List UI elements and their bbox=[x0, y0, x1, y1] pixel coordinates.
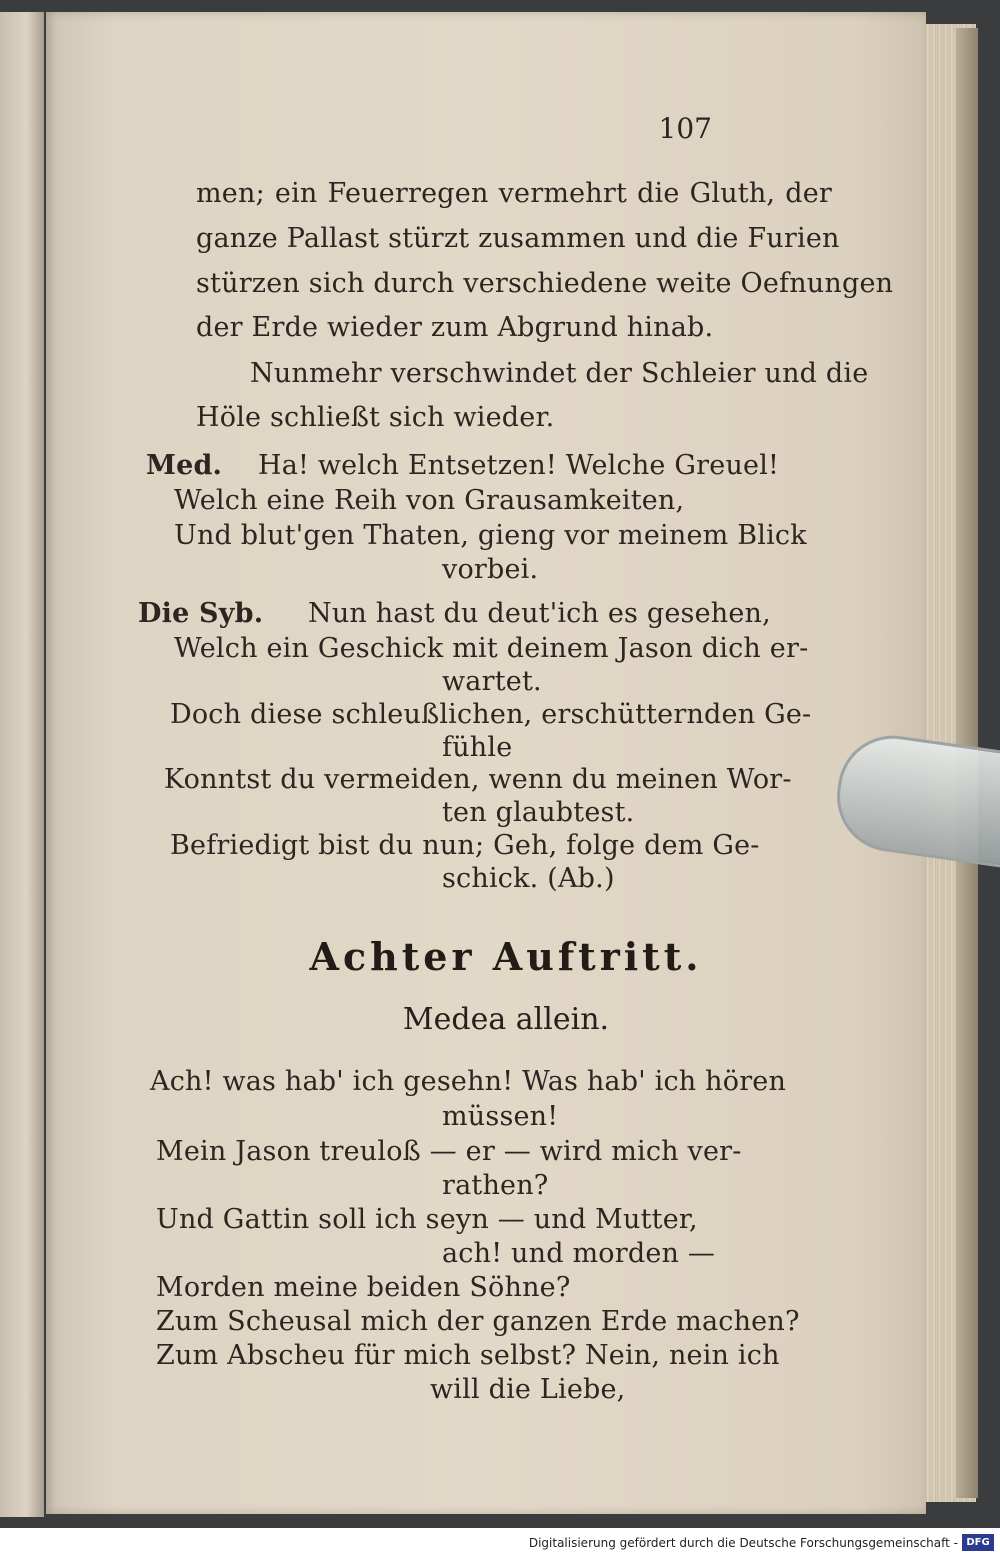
prose-line: ganze Pallast stürzt zusammen und die Furien bbox=[196, 223, 840, 254]
verse-line: vorbei. bbox=[442, 554, 539, 585]
verse-line: schick. (Ab.) bbox=[442, 863, 615, 894]
verse-line: wartet. bbox=[442, 666, 542, 697]
scene-subheading: Medea allein. bbox=[402, 1002, 610, 1037]
verse-line: Zum Scheusal mich der ganzen Erde machen? bbox=[156, 1306, 800, 1337]
verse-line: Welch ein Geschick mit deinem Jason dich er- bbox=[174, 633, 809, 664]
book-page bbox=[46, 12, 926, 1514]
verse-line: Ha! welch Entsetzen! Welche Greuel! bbox=[258, 450, 780, 481]
footer-bar bbox=[0, 1528, 1000, 1559]
prose-line: Höle schließt sich wieder. bbox=[196, 402, 555, 433]
verse-line: Doch diese schleußlichen, erschütternden Ge- bbox=[170, 699, 812, 730]
verse-line: Morden meine beiden Söhne? bbox=[156, 1272, 571, 1303]
dfg-logo-badge: DFG bbox=[962, 1534, 994, 1551]
verse-line: fühle bbox=[442, 732, 513, 763]
previous-page-edge bbox=[0, 12, 44, 1517]
speaker-label: Die Syb. bbox=[138, 598, 264, 629]
verse-line: Und blut'gen Thaten, gieng vor meinem Blick bbox=[174, 520, 807, 551]
verse-line: Mein Jason treuloß — er — wird mich ver- bbox=[156, 1136, 742, 1167]
page-number: 107 bbox=[658, 112, 712, 145]
prose-line: stürzen sich durch verschiedene weite Oefnungen bbox=[196, 268, 894, 299]
verse-line: ach! und morden — bbox=[442, 1238, 716, 1269]
verse-line: Konntst du vermeiden, wenn du meinen Wor- bbox=[164, 764, 792, 795]
prose-line: Nunmehr verschwindet der Schleier und die bbox=[250, 358, 869, 389]
prose-line: der Erde wieder zum Abgrund hinab. bbox=[196, 312, 714, 343]
speaker-label: Med. bbox=[146, 450, 223, 481]
verse-line: Zum Abscheu für mich selbst? Nein, nein ich bbox=[156, 1340, 780, 1371]
verse-line: Befriedigt bist du nun; Geh, folge dem Ge- bbox=[170, 830, 760, 861]
verse-line: Ach! was hab' ich gesehn! Was hab' ich hören bbox=[150, 1066, 787, 1097]
verse-line: Nun hast du deut'ich es gesehen, bbox=[308, 598, 771, 629]
verse-line: müssen! bbox=[442, 1101, 559, 1132]
verse-line: ten glaubtest. bbox=[442, 797, 635, 828]
prose-line: men; ein Feuerregen vermehrt die Gluth, der bbox=[196, 178, 832, 209]
verse-line: will die Liebe, bbox=[430, 1374, 626, 1405]
funding-credit: Digitalisierung gefördert durch die Deutsche Forschungsgemeinschaft - bbox=[528, 1536, 958, 1550]
verse-line: Welch eine Reih von Grausamkeiten, bbox=[174, 485, 685, 516]
verse-line: Und Gattin soll ich seyn — und Mutter, bbox=[156, 1204, 698, 1235]
scene-heading: Achter Auftritt. bbox=[309, 934, 703, 979]
verse-line: rathen? bbox=[442, 1170, 549, 1201]
